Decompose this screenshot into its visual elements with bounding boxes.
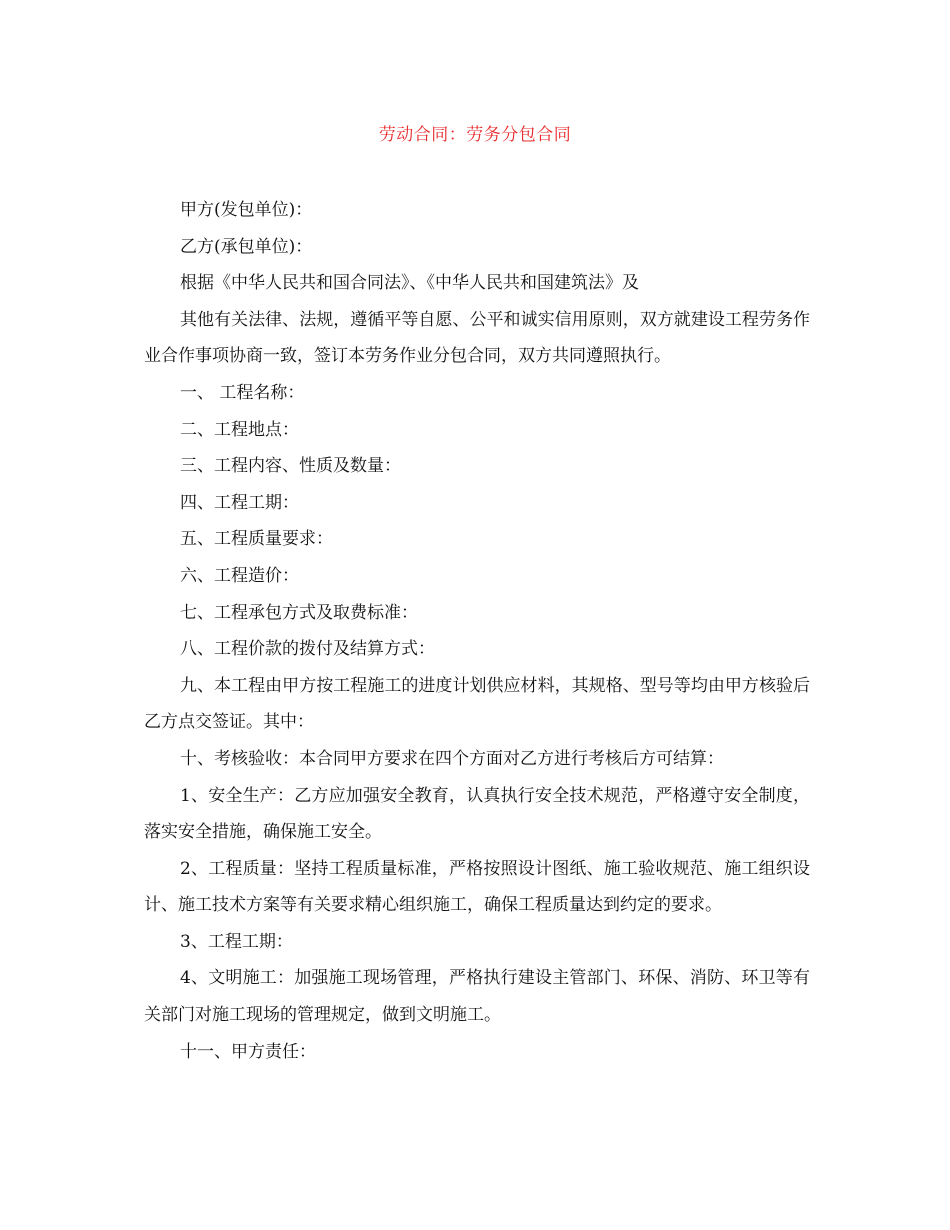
clause-project-cost: 六、工程造价： (180, 565, 299, 586)
sub-clause-duration: 3、工程工期： (180, 931, 293, 952)
clause-assessment: 十、考核验收：本合同甲方要求在四个方面对乙方进行考核后方可结算： (180, 748, 724, 769)
clause-quality-requirements: 五、工程质量要求： (180, 529, 333, 550)
clause-project-location: 二、工程地点： (180, 419, 299, 440)
document-body (144, 192, 810, 1070)
clause-project-content: 三、工程内容、性质及数量： (180, 456, 401, 477)
clause-project-duration: 四、工程工期： (180, 492, 299, 513)
party-a-line: 甲方(发包单位)： (180, 200, 313, 220)
sub-clause-quality: 2、工程质量：坚持工程质量标准，严格按照设计图纸、施工验收规范、施工组织设计、施工技术方案等有关要求精心组织施工，确保工程质量达到约定的要求。 (144, 858, 810, 916)
sub-clause-safety: 1、安全生产：乙方应加强安全教育，认真执行安全技术规范，严格遵守安全制度，落实安全措施，确保施工安全。 (144, 785, 810, 843)
clause-contract-method: 七、工程承包方式及取费标准： (180, 602, 418, 623)
legal-basis-line: 根据《中华人民共和国合同法》、《中华人民共和国建筑法》及 (180, 273, 639, 294)
clause-payment-settlement: 八、工程价款的拨付及结算方式： (180, 639, 435, 660)
clause-party-a-responsibility: 十一、甲方责任： (180, 1041, 316, 1062)
agreement-paragraph: 其他有关法律、法规，遵循平等自愿、公平和诚实信用原则，双方就建设工程劳务作业合作事项协商一致，签订本劳务作业分包合同，双方共同遵照执行。 (144, 309, 810, 367)
document-title: 劳动合同：劳务分包合同 (378, 125, 572, 145)
clause-materials-supply: 九、本工程由甲方按工程施工的进度计划供应材料，其规格、型号等均由甲方核验后乙方点交签证。其中： (144, 675, 810, 733)
party-b-line: 乙方(承包单位)： (180, 236, 313, 257)
clause-project-name: 一、 工程名称： (180, 382, 305, 403)
sub-clause-civilized-construction: 4、文明施工：加强施工现场管理，严格执行建设主管部门、环保、消防、环卫等有关部门对施工现场的管理规定，做到文明施工。 (144, 968, 810, 1026)
